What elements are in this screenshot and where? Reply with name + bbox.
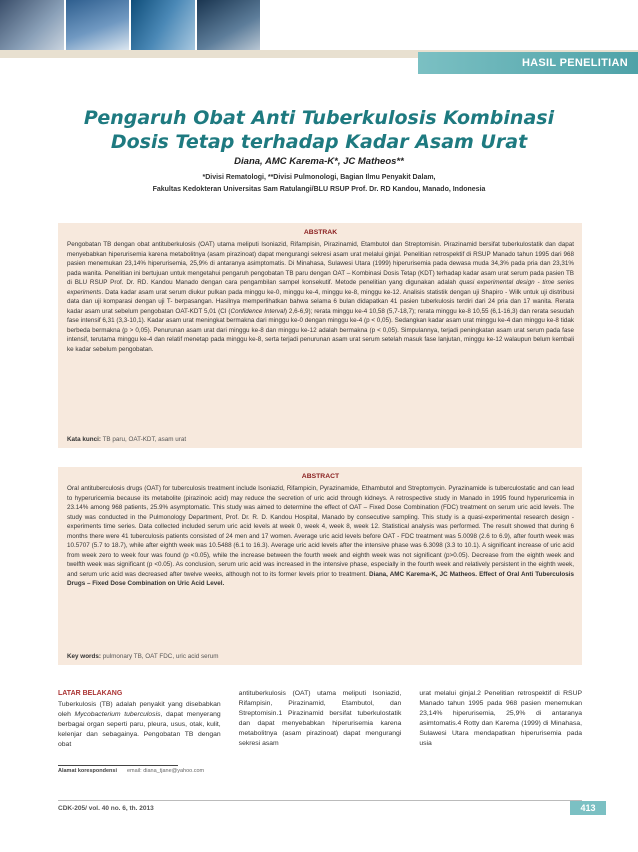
header-photo-strip: [0, 0, 260, 50]
body-column-2: antituberkulosis (OAT) utama meliputi Isoniazid, Rifampisin, Pirazinamid, Etambutol, dan Streptomisin.1 Pirazinamid bersifat tuberkulostatik dan dapat menyebabkan hiperurisemia karena metabolitnya (asam pirazinoat) dapat mengurangi sekresi asam: [238, 690, 402, 747]
section-tag: HASIL PENELITIAN: [418, 52, 638, 74]
journal-citation: CDK-205/ vol. 40 no. 6, th. 2013: [58, 805, 154, 812]
header-photo: [197, 0, 261, 50]
body-columns: [58, 689, 582, 750]
authors: Diana, AMC Karema-K*, JC Matheos**: [234, 156, 404, 167]
correspondence-note: Alamat korespondensi email: diana_tjane@yahoo.com: [58, 768, 205, 774]
abstract-heading: ABSTRACT: [301, 473, 340, 480]
title-line: Pengaruh Obat Anti Tuberkulosis Kombinasi: [83, 107, 555, 129]
footnote-divider: [58, 765, 178, 766]
title-line: Dosis Tetap terhadap Kadar Asam Urat: [110, 131, 528, 153]
abstract-keywords: Key words: pulmonary TB, OAT FDC, uric acid serum: [67, 653, 219, 660]
body-column-3: urat melalui ginjal.2 Penelitian retrospektif di RSUP Manado tahun 1995 pada 968 pasien menemukan 23,14% hiperurisemia, 25,9% di antaranya asimtomatis.4 Rotty dan Karema (1999) di Minahasa, Sulawesi Utara mendapatkan hiperurisemia pada usia: [419, 690, 583, 747]
article-title: [0, 106, 638, 154]
abstrak-body: Pengobatan TB dengan obat antituberkulosis (OAT) utama meliputi Isoniazid, Rifampisin, Pirazinamid, Etambutol dan Streptomisin. Pirazinamid bersifat tuberkulostatik dan dapat menyebabkan hiperurisemia karena metabolitnya (asam pirazinoat) dapat mengurangi sekresi asam urat melalui ginjal. Penelitian retrospektif di RSUP Manado tahun 1995 dari 968 pasien menemukan 23,14% hiperurisemia, 25,9% di antaranya asimptomatis. Di Minahasa, Sulawesi Utara (1999) hiperurisemia pada dewasa muda 34,3% pada pria dan 23,31% pada wanita. Penelitian ini bertujuan untuk mengetahui pengaruh pengobatan TB paru dengan OAT – Kombinasi Dosis Tetap (KDT) terhadap kadar asam urat serum pada pasien TB di BLU RSUP Prof. Dr. RD. Kandou Manado dengan cara pengambilan sampel konsekutif. Metode penelitian yang digunakan adalah quasi experimental design - time series experiments. Data kadar asam urat serum diukur pulkan pada minggu ke-0, minggu ke-4, minggu ke-8, minggu ke-12. Analisis statistik dengan uji Shapiro - Wilk untuk uji distribusi data dan uji komparasi dengan uji T- berpasangan. Hasilnya memperlihatkan bahwa selama 6 bulan didapatkan 41 pasien tuberkulosis terdiri dari 24 pria dan 17 wanita. Rerata kadar asam urat sebelum pengobatan OAT-KDT 5,01 (CI (Confidence Interval) 2,6-6,9); rerata minggu ke-4 10,58 (5,7-18,7); rerata minggu ke-8 10,55 (6,1-16,3) dan rerata sesudah fase intensif 6,31 (3,3-10,1). Kadar asam urat meningkat bermakna dari minggu ke-0 dengan minggu ke-4 (p < 0,05). Sedangkan kadar asam urat minggu ke-4 dan minggu ke-8 tidak berbeda bermakna (p > 0,05). Penurunan asam urat dari minggu ke-8 dan minggu ke-12 adalah bermakna (p < 0,05). Simpulannya, terjadi peningkatan asam urat serum pada fase intensif, terutama minggu ke-4 dan relatif menetap pada minggu ke-8, serta terjadi penurunan asam urat serum setelah masuk fase lanjutan, minggu ke-12 walaupun belum kembali ke kadar sebelum pengobatan.: [67, 241, 574, 353]
section-heading: LATAR BELAKANG: [58, 690, 123, 697]
abstrak-box: [58, 223, 582, 448]
header-photo: [0, 0, 64, 50]
body-column-1: LATAR BELAKANG Tuberkulosis (TB) adalah penyakit yang disebabkan oleh Mycobacterium tuberculosis, dapat menyerang berbagai organ seperti paru, pleura, usus, otak, kulit, kelenjar dan sebagainya. Pengobatan TB dengan obat: [58, 690, 221, 748]
abstrak-keywords: Kata kunci: TB paru, OAT-KDT, asam urat: [67, 436, 187, 443]
header-photo: [66, 0, 130, 50]
abstract-body: Oral antituberculosis drugs (OAT) for tuberculosis treatment include Isoniazid, Rifampicin, Pyrazinamide, Ethambutol and Streptomycin. Pyrazinamide is tuberculostatic and can lead to hyperuricemia because its metabolite (pirazinoic acid) may reduce the secretion of uric acid through kidneys. A retrospective study in Manado in 1995 found hyperuricemia in 23.14% among 968 patients, 25.9% asymptomatic. This study was aimed to determine the effect of OAT – Fixed Dose Combination (FDC) treatment on serum uric acid levels. The study was conducted in the Pulmonology Department, Prof. Dr. R. D. Kandou Hospital, Manado by consecutive sampling. This study is a quasi-experimental research design - experiments time series. Data collected included serum uric acid levels at week 0, week 4, week 8, week 12. Statistical analysis was performed. The result showed that during 6 months there were 41 tuberculosis patients consisted of 24 men and 17 women. Average uric acid levels before OAT - FDC treatment was 5.0098 (2.6 to 6.9), after fourth week was 10.5707 (5.7 to 18.7), while after eighth week was 10.5488 (6.1 to 16.3). Average uric acid levels after the intensive phase was 6.3098 (3.3 to 10.1). A significant increase of uric acid from week zero to week four was found (p <0.05), while the increase between the fourth week and eighth week was not significant (p>0.05). Decrease from the eighth week and twelfth week was significant (p <0.05). As conclusion, serum uric acid was increased in the intensive phase, especially in the fourth week and relatively persistent in the eighth week, and serum uric acid was decreased after twelve weeks, although not to its former levels prior to treatment. Diana, AMC Karema-K, JC Matheos. Effect of Oral Anti Tuberculosis Drugs – Fixed Dose Combination on Uric Acid Level.: [67, 485, 574, 587]
header-photo: [131, 0, 195, 50]
affiliation: [0, 172, 638, 196]
abstrak-heading: ABSTRAK: [303, 229, 338, 236]
abstract-box: [58, 467, 582, 665]
affiliation-line: Fakultas Kedokteran Universitas Sam Ratulangi/BLU RSUP Prof. Dr. RD Kandou, Manado, Indonesia: [152, 186, 486, 193]
affiliation-line: *Divisi Rematologi, **Divisi Pulmonologi, Bagian Ilmu Penyakit Dalam,: [202, 174, 436, 181]
footer-divider: [58, 800, 582, 801]
page-number: 413: [570, 801, 606, 815]
